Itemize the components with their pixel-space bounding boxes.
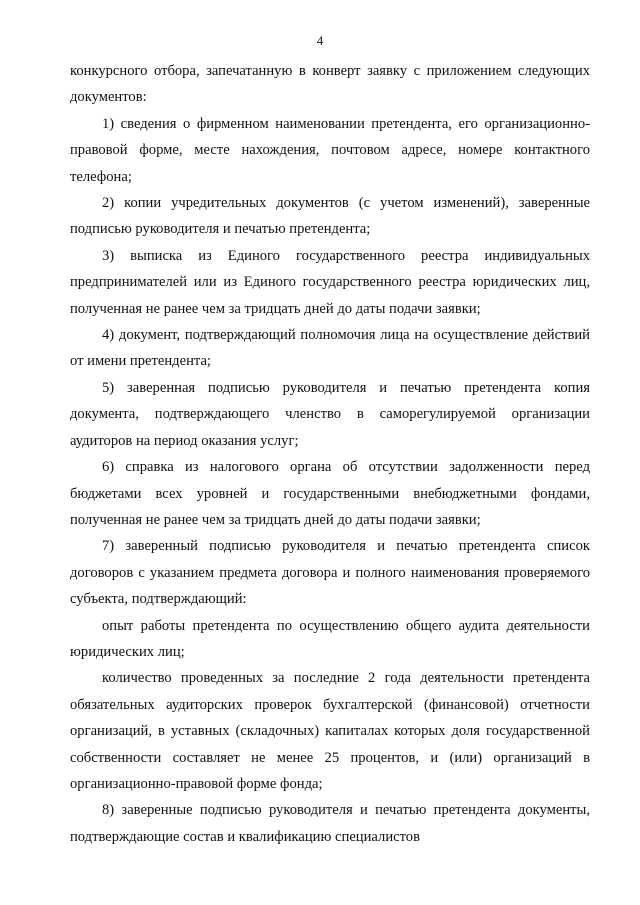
- paragraph-subitem-audits-count: количество проведенных за последние 2 года деятельности претендента обязательных аудиторских проверок бухгалтерской (финансовой) отчетности организаций, в уставных (складочных) капиталах которых доля государственной собственности составляет не менее 25 процентов, и (или) организаций в организационно-правовой форме фонда;: [70, 670, 590, 792]
- paragraph-item-1: 1) сведения о фирменном наименовании претендента, его организационно-правовой форме, месте нахождения, почтовом адресе, номере контактного телефона;: [70, 115, 590, 185]
- paragraph-intro: конкурсного отбора, запечатанную в конверт заявку с приложением следующих документов:: [70, 63, 590, 106]
- paragraph-subitem-experience: опыт работы претендента по осуществлению общего аудита деятельности юридических лиц;: [70, 617, 590, 660]
- paragraph-item-5: 5) заверенная подписью руководителя и печатью претендента копия документа, подтверждающего членство в саморегулируемой организации аудиторов на период оказания услуг;: [70, 379, 590, 449]
- page-number: 4: [316, 33, 324, 48]
- paragraph-item-2: 2) копии учредительных документов (с учетом изменений), заверенные подписью руководителя и печатью претендента;: [70, 195, 590, 238]
- paragraph-item-7: 7) заверенный подписью руководителя и печатью претендента список договоров с указанием предмета договора и полного наименования проверяемого субъекта, подтверждающий:: [70, 538, 590, 608]
- paragraph-item-8: 8) заверенные подписью руководителя и печатью претендента документы, подтверждающие состав и квалификацию специалистов: [70, 802, 590, 845]
- paragraph-item-3: 3) выписка из Единого государственного реестра индивидуальных предпринимателей или из Единого государственного реестра юридических лиц, полученная не ранее чем за тридцать дней до даты подачи заявки;: [70, 247, 590, 317]
- paragraph-item-4: 4) документ, подтверждающий полномочия лица на осуществление действий от имени претендента;: [70, 327, 590, 370]
- document-body: [70, 58, 590, 850]
- paragraph-item-6: 6) справка из налогового органа об отсутствии задолженности перед бюджетами всех уровней и государственными внебюджетными фондами, полученная не ранее чем за тридцать дней до даты подачи заявки;: [70, 459, 590, 528]
